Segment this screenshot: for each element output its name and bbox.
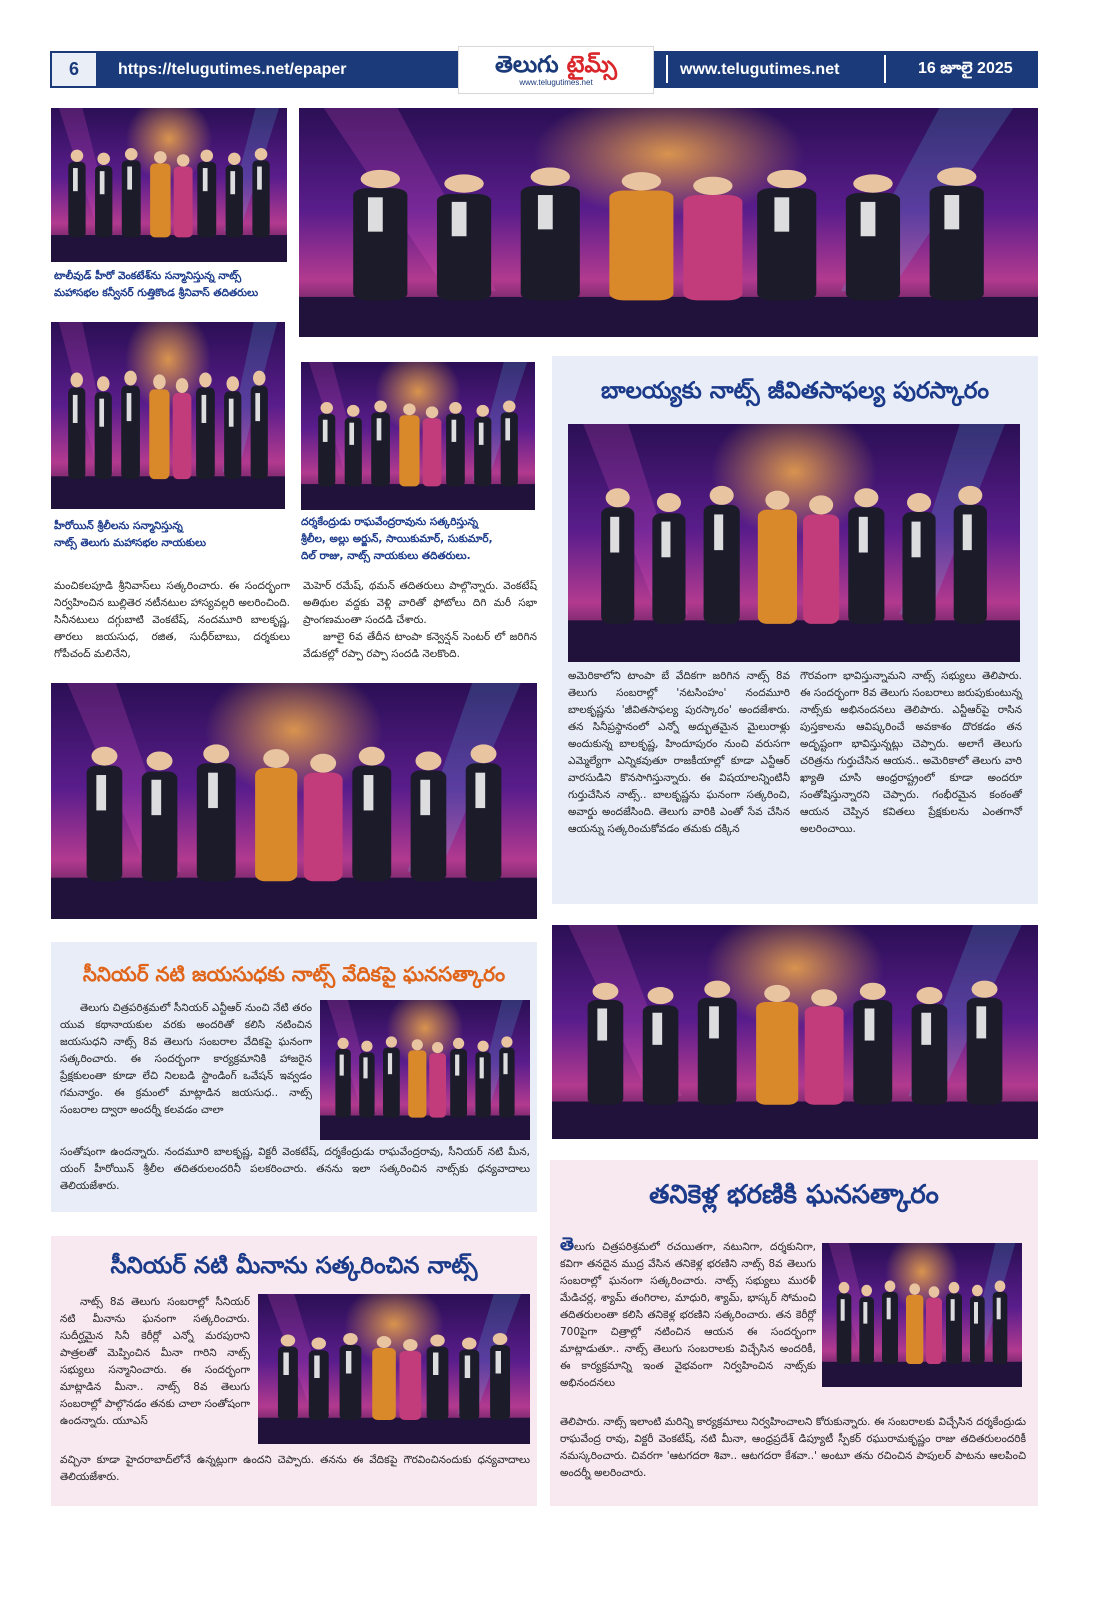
caption-line: హీరోయిన్ శ్రీలీలను సన్మానిస్తున్న: [54, 520, 183, 532]
photo-sreeleela-felicitation: [51, 322, 285, 509]
photo-group-book-release: [299, 108, 1038, 337]
bharani-text-full: తెలిపారు. నాట్స్ ఇలాంటి మరిన్ని కార్యక్రమాలు నిర్వహించాలని కోరుకున్నారు. ఈ సంబరాలకు విచ్చేసిన దర్శకేంద్రుడు రాఘవేంద్ర రావు, విక్టరీ వెంకటేష్, నటి మీనా, ఆంధ్రప్రదేశ్ డిప్యూటీ స్పీకర్ రఘురామకృష్ణం రాజు తదితరులందరికీ నమస్కరించారు. చివరగా 'ఆటగదరా శివా.. ఆటగదరా కేశవా..' అంటూ తను రచించిన పాపులర్ పాటను ఆలపించి అందర్నీ అలరించారు.: [560, 1416, 1026, 1479]
caption-line: మహాసభల కన్వీనర్ గుత్తికొండ శ్రీనివాస్ తదితరులు: [54, 287, 259, 299]
jayasudha-text-left: తెలుగు చిత్రపరిశ్రమలో సీనియర్ ఎన్టీఆర్ నుంచి నేటి తరం యువ కథానాయకుల వరకు అందరితో కలిసి నటించిన జయసుధని నాట్స్ 8వ తెలుగు సంబరాల వేదికపై ఘనంగా సత్కరించారు. ఈ సందర్భంగా కార్యక్రమానికి హాజరైన ప్రేక్షకులంతా కూడా లేచి నిలబడి స్టాండింగ్ ఒవేషన్ ఇవ్వడం గమనార్హం. ఈ క్రమంలో మాట్లాడిన జయసుధ.. నాట్స్ సంబరాల ద్వారా అందర్నీ కలవడం చాలా: [60, 1002, 312, 1116]
caption-venkatesh: [54, 268, 294, 302]
article-paragraph: మెహెర్ రమేష్, థమన్ తదితరులు పాల్గొన్నారు. వెంకటేష్ అతిథుల వద్దకు వెళ్లి వారితో ఫోటోలు దిగి మరీ సభా ప్రాంగణమంతా సందడి చేశారు.: [303, 580, 537, 626]
photo-speaker-on-stage: [51, 683, 537, 919]
photo-balakrishna-plaque: [568, 424, 1020, 662]
site-url[interactable]: www.telugutimes.net: [680, 60, 840, 78]
bharani-text-left-body: లుగు చిత్రపరిశ్రమలో రచయితగా, నటునిగా, దర్శకునిగా, కవిగా తనదైన ముద్ర వేసిన తనికెళ్ల భరణిని నాట్స్ 8వ తెలుగు సంబరాల్లో ఘనంగా సత్కరించారు. నాట్స్ సభ్యులు మురళీ మేడిచర్ల, శ్యామ్ తంగిరాల, మాధురి, శ్యామ్, భాస్కర్ సోమంచి తదితరులంతా కలిసి తనికెళ్ల భరణిని సత్కరించారు. తన కెరీర్లో 700పైగా చిత్రాల్లో నటించిన ఆయన ఈ సందర్భంగా మాట్లాడుతూ.. నాట్స్ తెలుగు సంబరాలకు విచ్చేసిన అందరికీ, ఈ కార్యక్రమాన్ని ఇంత వైభవంగా నిర్వహించిన నాట్స్‌కు అభినందనలు: [560, 1241, 816, 1389]
caption-line: దిల్ రాజు, నాట్స్ నాయకులు తదితరులు.: [301, 550, 471, 562]
photo-jayasudha-felicitation: [320, 1000, 530, 1140]
meena-headline: సీనియర్ నటి మీనాను సత్కరించిన నాట్స్: [110, 1253, 478, 1279]
meena-text-left: నాట్స్ 8వ తెలుగు సంబరాల్లో సీనియర్ నటి మీనాను ఘనంగా సత్కరించారు. సుదీర్ఘమైన సినీ కెరీర్లో ఎన్నో మరపురాని పాత్రలతో మెప్పించిన మీనా గారిని నాట్స్ సభ్యులు సన్మానించారు. ఈ సందర్భంగా మాట్లాడిన మీనా.. నాట్స్ 8వ తెలుగు సంబరాల్లో పాల్గొనడం తనకు చాలా సంతోషంగా ఉందన్నారు. యూఎస్: [60, 1296, 250, 1427]
caption-line: దర్శకేంద్రుడు రాఘవేంద్రరావును సత్కరిస్తున్న: [301, 516, 479, 528]
photo-meena-felicitation: [258, 1294, 530, 1444]
issue-date: 16 జూలై 2025: [918, 59, 1013, 77]
page-number: 6: [52, 53, 96, 86]
photo-venkatesh-felicitation: [51, 108, 287, 262]
balayya-headline: బాలయ్యకు నాట్స్ జీవితసాఫల్య పురస్కారం: [600, 378, 990, 404]
bharani-headline: తనికెళ్ల భరణికి ఘనసత్కారం: [649, 1180, 939, 1210]
article-paragraph: జూలై 6వ తేదీన టాంపా కన్వెన్షన్ సెంటర్ లో జరిగిన వేడుకల్లో రప్పా రప్పా సందడి నెలకొంది.: [303, 631, 537, 660]
caption-sreeleela: [54, 518, 294, 552]
article-main-col2: [303, 578, 537, 663]
photo-guests-on-stage: [552, 925, 1038, 1139]
bharani-text-left: [560, 1236, 816, 1392]
balayya-text-col1: అమెరికాలోని టాంపా బే వేదికగా జరిగిన నాట్స్ 8వ తెలుగు సంబరాల్లో 'నటసింహం' నందమూరి బాలకృష్ణను 'జీవితసాఫల్య పురస్కారం' అందజేశారు. తన సినీప్రస్థానంలో ఎన్నో అద్భుతమైన మైలురాళ్లు అందుకున్న బాలకృష్ణ, హిందూపురం నుంచి వరుసగా ఎమ్మెల్యేగా ఎన్నికవుతూ రాజకీయాల్లో కూడా ఎన్టీఆర్ వారసుడిని కొనసాగిస్తున్నారు. ఈ విషయాలన్నింటినీ గుర్తుచేసిన నాట్స్.. బాలకృష్ణను ఘనంగా సత్కరించి, అవార్డు అందజేసింది. తెలుగు వారికి ఎంతో సేవ చేసిన ఆయన్ను సత్కరించుకోవడం తమకు దక్కిన: [568, 670, 790, 835]
epaper-url[interactable]: https://telugutimes.net/epaper: [118, 60, 347, 78]
header-divider: [666, 55, 668, 83]
caption-line: శ్రీలీల, అల్లు అర్జున్, సాయికుమార్, సుకుమార్,: [301, 533, 493, 545]
jayasudha-text-full: సంతోషంగా ఉందన్నారు. నందమూరి బాలకృష్ణ, విక్టరీ వెంకటేష్, దర్శకేంద్రుడు రాఘవేంద్రరావు, సీనియర్ నటి మీన, యంగ్ హీరోయిన్ శ్రీలీల తదితరులందరినీ పలకరించారు. తనను ఇలా సత్కరించిన నాట్స్‌కు ధన్యవాదాలు తెలియజేశారు.: [60, 1146, 530, 1192]
caption-line: నాట్స్ తెలుగు మహాసభల నాయకులు: [54, 537, 207, 549]
caption-raghavendrarao: [301, 514, 541, 565]
caption-line: టాలీవుడ్ హీరో వెంకటేశ్‌ను సన్మానిస్తున్న నాట్స్: [54, 270, 242, 282]
article-main-col1: మంచికలపూడి శ్రీనివాస్‌లు సత్కరించారు. ఈ సందర్భంగా నిర్వహించిన బుల్లితెర నటీనటుల హాస్యవల్లరి అలరించింది. సినీనటులు దగ్గుబాటి వెంకటేష్, నందమూరి బాలకృష్ణ, తారలు జయసుధ, రజిత, సుధీర్‌బాబు, దర్శకులు గోపీచంద్ మలినేని,: [54, 580, 290, 660]
telugu-times-logo: [458, 46, 654, 94]
logo-text-telugu: తెలుగు: [495, 52, 559, 78]
logo-url: www.telugutimes.net: [519, 78, 593, 87]
header-divider: [884, 55, 886, 83]
meena-text-full: వచ్చినా కూడా హైదరాబాద్‌లోనే ఉన్నట్లుగా ఉందని చెప్పారు. తనను ఈ వేదికపై గౌరవించినందుకు ధన్యవాదాలు తెలియజేశారు.: [60, 1454, 530, 1483]
photo-raghavendrarao-felicitation: [301, 362, 535, 510]
photo-bharani-felicitation: [822, 1243, 1022, 1387]
bharani-dropcap: తె: [560, 1234, 575, 1255]
logo-text-times: టైమ్స్: [566, 52, 617, 78]
jayasudha-headline: సీనియర్ నటి జయసుధకు నాట్స్ వేదికపై ఘనసత్కారం: [82, 962, 506, 986]
balayya-text-col2: గౌరవంగా భావిస్తున్నామని నాట్స్ సభ్యులు తెలిపారు. ఈ సందర్భంగా 8వ తెలుగు సంబరాలు జరుపుకుంటున్న నాట్స్‌కు అభినందనలు తెలిపారు. ఎన్టీఆర్‌పై రాసిన పుస్తకాలను ఆవిష్కరించే అవకాశం దొరకడం తన అదృష్టంగా భావిస్తున్నట్లు చెప్పారు. అలాగే తెలుగు చరిత్రను గుర్తుచేసిన ఆయన.. అమెరికాలో తెలుగు వారి ఖ్యాతి చూసి ఆంధ్రరాష్ట్రంలో కూడా అందరూ సంతోషిస్తున్నారని చెప్పారు. గంభీరమైన కంఠంతో ఆయన చెప్పిన కవితలు ప్రేక్షకులను ఎంతగానో అలరించాయి.: [800, 670, 1022, 835]
